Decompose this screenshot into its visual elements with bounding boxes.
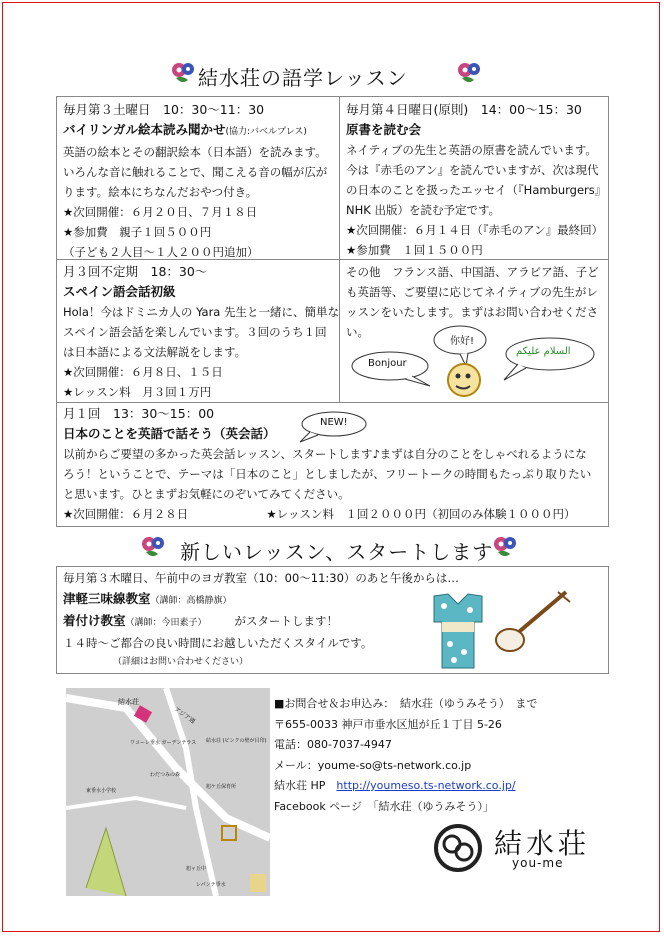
description-line: 以前からご要望の多かった英会話レッスン、スタートします♪まずは自分のことをしゃべれるようにな: [63, 447, 587, 461]
lesson-spanish: [57, 260, 339, 402]
fee: ★参加費 親子１回５００円: [63, 225, 212, 239]
location-map: [66, 688, 270, 896]
logo-name: 結水荘: [494, 827, 591, 860]
intro: 毎月第３木曜日、午前中のヨガ教室（10：00～11:30）のあと午後からは…: [63, 571, 459, 585]
map-label-main: 結水荘: [118, 698, 139, 706]
bubble-text-french: Bonjour: [368, 358, 407, 369]
schedule: 月１回 13：30～15：00: [63, 406, 215, 421]
description-line: NHK 出版）を読む予定です。: [346, 203, 501, 217]
lesson-original-book: [340, 98, 608, 258]
schedule: 毎月第４日曜日(原則) 14：00～15：30: [346, 102, 582, 117]
description-line: ろう！ということで、テーマは「日本のこと」としましたが、フリートークの時間もたっぷり取りたい: [63, 467, 592, 481]
map-label-7: レパンテ垂水: [196, 882, 226, 888]
fee: ★レッスン料 １回２０００円（初回のみ体験１０００円）: [266, 507, 576, 521]
fee: ★参加費 １回１５００円: [346, 243, 483, 257]
bubble-text-chinese: 你好!: [450, 336, 475, 347]
knot-logo-icon: [432, 822, 484, 874]
hp-label: 結水荘 HP: [274, 779, 326, 792]
next-date: ★次回開催：６月１４日（『赤毛のアン』最終回）: [346, 223, 604, 237]
bubble-text-arabic: السلام عليكم: [516, 346, 571, 357]
kitsuke-class: 着付け教室: [63, 613, 126, 628]
description-line: い。: [346, 325, 369, 339]
schedule: 月３回不定期 18：30～: [63, 264, 208, 279]
description-line: 今は『赤毛のアン』を読んでいますが、次は現代: [346, 163, 599, 177]
new-lessons-content: [57, 567, 459, 673]
contact-heading: ■お問合せ＆お申込み： 結水荘（ゆうみそう） まで: [274, 697, 538, 710]
email[interactable]: メール：youme-so@ts-network.co.jp: [274, 758, 472, 772]
teacher: （講師：今田素子）: [125, 618, 207, 628]
map-label-3: わだつみの森: [150, 772, 181, 778]
new-badge-text: NEW!: [320, 417, 348, 428]
description-line: 英語の絵本とその翻訳絵本（日本語）を読みます。: [63, 145, 327, 159]
lesson-name: 原書を読む会: [346, 122, 422, 137]
description-line: ッスンをいたします。まずはお問い合わせくださ: [346, 305, 599, 319]
time-note: １４時～ご都合の良い時間にお越しいただくスタイルです。: [63, 635, 373, 650]
partner: (協力:バベルプレス): [225, 127, 307, 137]
next-date: ★次回開催：６月２０日、７月１８日: [63, 205, 258, 219]
next-date: ★次回開催：６月２８日: [63, 507, 189, 521]
kimono-icon: [430, 592, 486, 670]
starting-text: がスタートします！: [234, 614, 339, 628]
morning-glory-icon: [456, 60, 482, 86]
morning-glory-icon: [492, 534, 518, 560]
lesson-picture-book: [57, 98, 339, 258]
description-line: の日本のことを扱ったエッセイ（『Hamburgers』: [346, 183, 607, 197]
homepage-link[interactable]: http://youmeso.ts-network.co.jp/: [336, 779, 516, 792]
new-lessons-title: 新しいレッスン、スタートします: [180, 540, 494, 564]
morning-glory-icon: [170, 60, 196, 86]
shamisen-class: 津軽三味線教室: [63, 590, 151, 606]
morning-glory-icon: [140, 534, 166, 560]
logo-romaji: you-me: [512, 856, 564, 870]
phone[interactable]: 電話：080-7037-4947: [274, 738, 392, 751]
description-line: いろんな音に触れることで、聞こえる音の幅が広が: [63, 165, 328, 179]
next-date: ★次回開催：６月８日、１５日: [63, 365, 223, 379]
lesson-name: 日本のことを英語で話そう（英会話）: [63, 426, 276, 441]
description-line: も英語等、ご要望に応じてネイティブの先生がレ: [346, 285, 598, 299]
description-line: ネイティブの先生と英語の原書を読んでいます。: [346, 143, 597, 157]
details-note: （詳細はお問い合わせください）: [113, 657, 249, 667]
map-label-2: 結水荘 (ピンクの壁が目印): [206, 738, 267, 744]
map-label-5: 東垂水小学校: [86, 788, 117, 794]
speech-bubble-arabic: [498, 334, 596, 382]
description-line: その他 フランス語、中国語、アラビア語、子ど: [346, 265, 599, 279]
description-line: ります。絵本にちなんだおやつ付き。: [63, 185, 258, 199]
map-label-road: アジア通: [172, 705, 197, 726]
fee: ★レッスン料 月３回１万円: [63, 385, 212, 399]
lesson-name: スペイン語会話初級: [63, 284, 176, 299]
teacher: （講師：高橋静旗）: [150, 595, 232, 606]
contact-info: [274, 694, 537, 817]
lesson-name: バイリンガル絵本読み聞かせ: [63, 122, 226, 137]
schedule: 毎月第３土曜日 10：30～11：30: [63, 102, 265, 117]
description-line: は日本語による文法解説をします。: [63, 345, 247, 359]
facebook-page[interactable]: Facebook ページ 「結水荘（ゆうみそう）」: [274, 799, 494, 813]
description-line: Hola！今はドミニカ人の Yara 先生と一緒に、簡単な: [63, 305, 339, 319]
page-title: 結水荘の語学レッスン: [198, 66, 408, 90]
map-label-4: 旭ケ丘保育所: [206, 784, 237, 790]
map-label-6: 旭ヶ丘中: [186, 866, 207, 872]
character-mascot-icon: [444, 360, 484, 400]
address: 〒655-0033 神戸市垂水区旭が丘１丁目 5-26: [274, 717, 502, 731]
description-line: スペイン語会話を楽しんでいます。３回のうち１回: [63, 325, 327, 339]
shamisen-icon: [492, 588, 572, 658]
fee-note: （子ども２人目～１人２００円追加）: [63, 245, 259, 259]
description-line: と思います。ひとまずお気軽にのぞいてみてください。: [63, 487, 350, 501]
map-label-1: ワコーレ垂水 ガーデンテラス: [130, 740, 197, 746]
